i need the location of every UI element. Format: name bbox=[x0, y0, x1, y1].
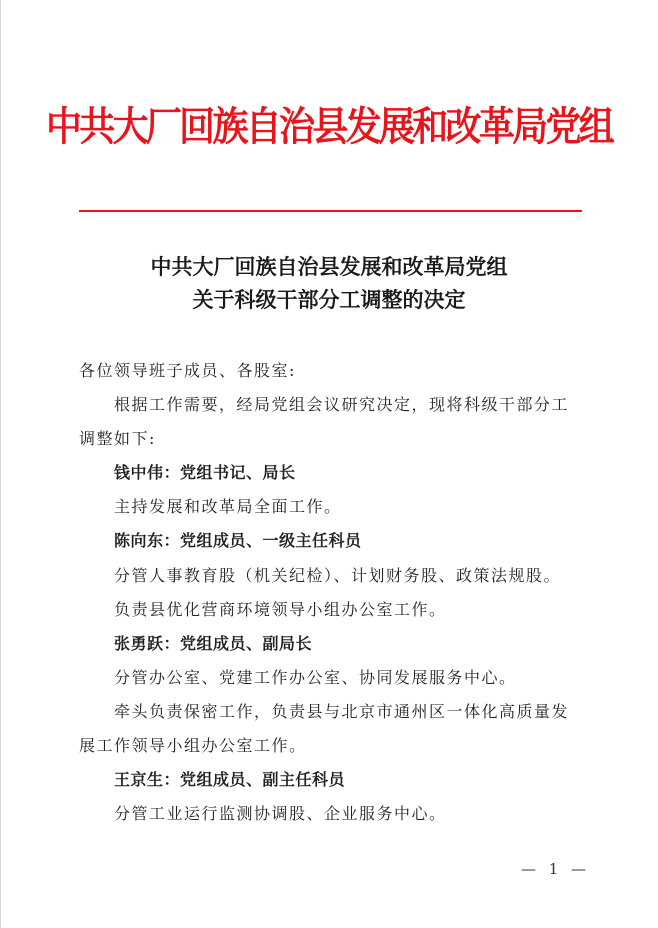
section-heading-4: 王京生：党组成员、副主任科员 bbox=[114, 770, 346, 789]
red-header-rule bbox=[79, 210, 582, 212]
section-heading-2: 陈向东：党组成员、一级主任科员 bbox=[114, 531, 362, 550]
section-3-line-2: 牵头负责保密工作，负责县与北京市通州区一体化高质量发 bbox=[114, 702, 570, 721]
page-edge bbox=[0, 0, 1, 928]
salutation: 各位领导班子成员、各股室: bbox=[79, 361, 296, 380]
section-2-line-2: 负责县优化营商环境领导小组办公室工作。 bbox=[114, 600, 447, 619]
section-4-line-1: 分管工业运行监测协调股、企业服务中心。 bbox=[114, 804, 447, 823]
page-number: — 1 — bbox=[521, 860, 591, 878]
section-heading-1: 钱中伟：党组书记、局长 bbox=[114, 463, 296, 482]
section-3-line-3: 展工作领导小组办公室工作。 bbox=[79, 736, 307, 755]
intro-line-2: 调整如下: bbox=[79, 429, 156, 448]
intro-line-1: 根据工作需要，经局党组会议研究决定，现将科级干部分工 bbox=[114, 395, 570, 414]
section-2-line-1: 分管人事教育股（机关纪检）、计划财务股、政策法规股。 bbox=[114, 566, 562, 585]
document-title-line1: 中共大厂回族自治县发展和改革局党组 bbox=[150, 254, 508, 279]
section-1-line-1: 主持发展和改革局全面工作。 bbox=[114, 497, 342, 516]
section-3-line-1: 分管办公室、党建工作办公室、协同发展服务中心。 bbox=[114, 668, 517, 687]
section-heading-3: 张勇跃：党组成员、副局长 bbox=[114, 634, 313, 653]
red-header-title: 中共大厂回族自治县发展和改革局党组 bbox=[45, 103, 613, 150]
document-title-line2: 关于科级干部分工调整的决定 bbox=[192, 287, 466, 312]
